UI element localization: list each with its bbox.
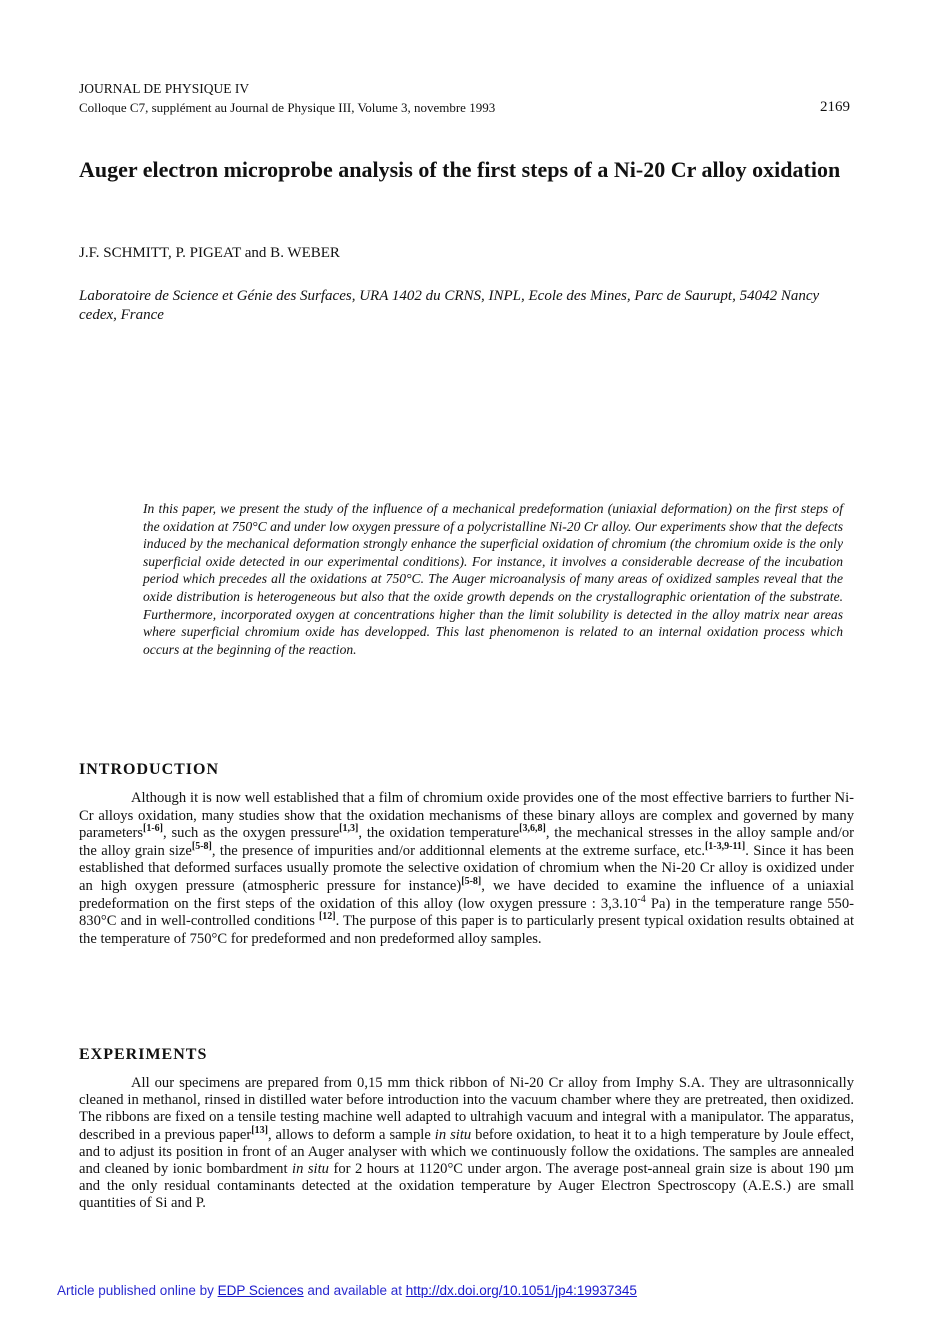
exp-text-3: before oxidation, to heat it to a high temperature by Joule effect, and to adjust its position in front of an Auger analyser with which we continuously follow the oxidations. The samples are annealed and cleaned by ionic bombardment [79, 1126, 854, 1178]
footer-prefix: Article published online by [57, 1283, 218, 1298]
doi-link[interactable]: http://dx.doi.org/10.1051/jp4:19937345 [405, 1283, 637, 1298]
journal-issue-info: Colloque C7, supplément au Journal de Physique III, Volume 3, novembre 1993 [79, 100, 496, 115]
intro-text-7: , we have decided to examine the influence of a uniaxial predeformation on the first steps of the oxidation of this alloy (low oxygen pressure : 3,3.10 [79, 877, 854, 912]
citation: [5-8] [461, 876, 482, 888]
citation: [5-8] [191, 840, 212, 852]
intro-text-9: . The purpose of this paper is to particularly present typical oxidation results obtained at the temperature of 750°C for predeformed and non predeformed alloy samples. [79, 913, 854, 947]
intro-text-5: , the presence of impurities and/or additionnal elements at the extreme surface, etc. [211, 842, 705, 859]
intro-text-4: , the mechanical stresses in the alloy sample and/or the alloy grain size [79, 825, 854, 859]
intro-text-1: Although it is now well established that a film of chromium oxide provides one of the most effective barriers to further Ni-Cr alloys oxidation, many studies show that the oxidation mechanisms of these binary alloys are complex and governed by many parameters [79, 790, 854, 842]
experiments-heading: EXPERIMENTS [79, 1046, 208, 1063]
exp-italic-2: in situ [292, 1161, 329, 1178]
introduction-heading: INTRODUCTION [79, 761, 220, 778]
footer-middle: and available at [303, 1283, 406, 1298]
exponent: -4 [637, 893, 646, 905]
exp-italic-1: in situ [434, 1126, 472, 1143]
exp-text-4: for 2 hours at 1120°C under argon. The average post-anneal grain size is about 190 µm and the only residual contaminants detected at the oxidation temperature by Auger Electron Spectroscopy (A.E.S.) are small quantities of Si and P. [79, 1161, 854, 1212]
abstract: In this paper, we present the study of the influence of a mechanical predeformation (uniaxial deformation) on the first steps of the oxidation at 750°C and under low oxygen pressure of a polycristalline Ni-20 Cr alloy. Our experiments show that the defects induced by the mechanical deformation strongly enhance the superficial oxidation of chromium (the chromium oxide is the only superficial oxide detected in our experimental conditions). For instance, it involves a considerable decrease of the incubation period which precedes all the oxidations at 750°C. The Auger microanalysis of many areas of oxidized samples reveal that the oxide distribution is heterogeneous but also that the oxide growth depends on the crystallographic orientation of the substrate. Furthermore, incorporated oxygen at concentrations higher than the limit solubility is detected in the alloy matrix near areas where superficial chromium oxide has developped. This last phenomenon is related to an internal oxidation process which occurs at the beginning of the reaction. [143, 501, 843, 657]
affiliation: Laboratoire de Science et Génie des Surfaces, URA 1402 du CRNS, INPL, Ecole des Mines, Parc de Saurupt, 54042 Nancy cedex, France [79, 288, 820, 323]
introduction-paragraph [79, 790, 854, 948]
page-number: 2169 [820, 99, 850, 115]
exp-text-1: All our specimens are prepared from 0,15 mm thick ribbon of Ni-20 Cr alloy from Imphy S.A. They are ultrasonnically cleaned in methanol, rinsed in distilled water before introduction into the vacuum chamber where they are pretreated, then oxidized. The ribbons are fixed on a tensile testing machine well adapted to ultrahigh vacuum and integral with a manipulator. The apparatus, described in a previous paper [79, 1075, 854, 1143]
citation: [13] [251, 1124, 268, 1136]
citation: [1-3,9-11] [704, 840, 746, 852]
intro-text-3: , the oxidation temperature [358, 825, 520, 842]
citation: [1,3] [339, 823, 359, 835]
experiments-paragraph [79, 1075, 854, 1213]
journal-name: JOURNAL DE PHYSIQUE IV [79, 81, 250, 96]
paper-title: Auger electron microprobe analysis of the first steps of a Ni-20 Cr alloy oxidation [79, 157, 841, 182]
intro-text-2: , such as the oxygen pressure [163, 825, 340, 842]
citation: [1-6] [143, 823, 164, 835]
intro-text-8: Pa) in the temperature range 550-830°C and in well-controlled conditions [79, 895, 854, 930]
citation: [3,6,8] [519, 823, 546, 835]
citation: [12] [318, 911, 336, 923]
intro-text-6: . Since it has been established that deformed surfaces usually promote the selective oxidation of chromium when the Ni-20 Cr alloy is oxidized under an high oxygen pressure (atmospheric pressure for instance) [79, 842, 854, 894]
publication-footer [57, 1283, 637, 1299]
authors: J.F. SCHMITT, P. PIGEAT and B. WEBER [79, 245, 340, 261]
exp-text-2: , allows to deform a sample [267, 1126, 435, 1143]
publisher-link[interactable]: EDP Sciences [217, 1283, 304, 1298]
